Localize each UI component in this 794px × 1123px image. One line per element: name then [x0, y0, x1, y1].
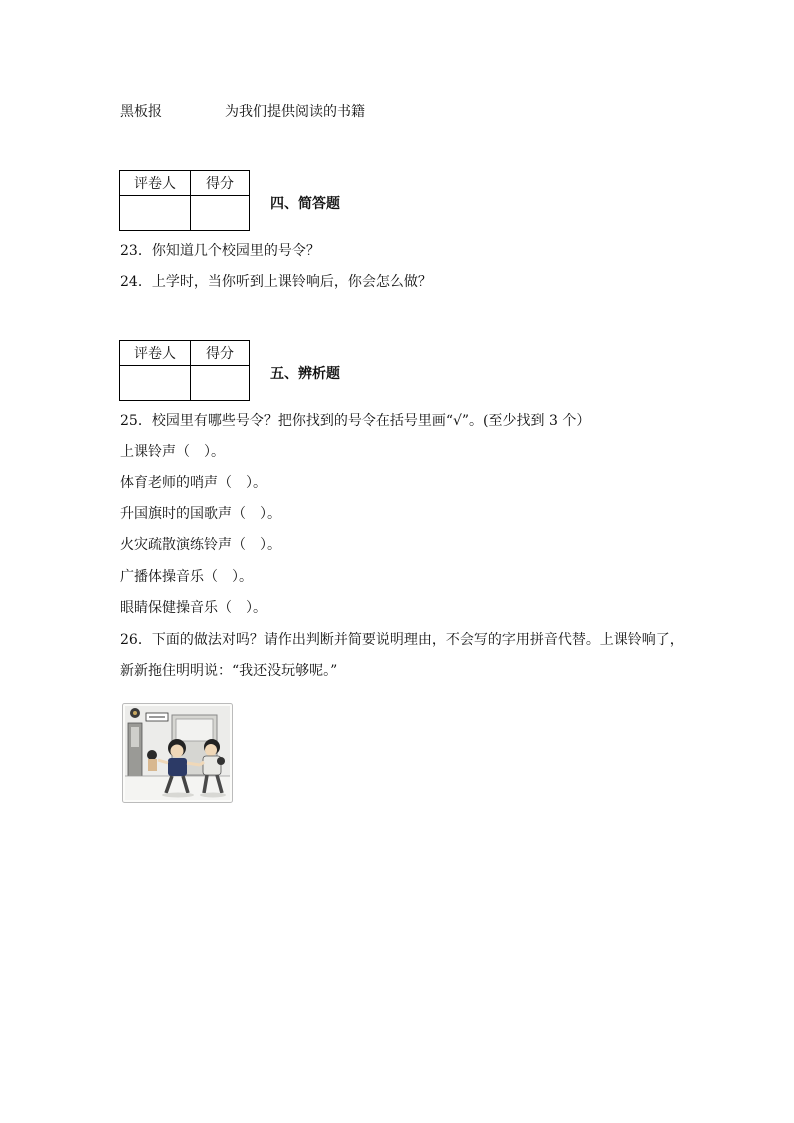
grader-header: 评卷人 [120, 171, 191, 196]
score-cell [191, 366, 250, 401]
classroom-door-illustration [122, 703, 233, 803]
list-item: 火灾疏散演练铃声（ ）。 [120, 537, 281, 553]
section4-title: 四、简答题 [270, 196, 340, 212]
question-26-line2: 新新拖住明明说：“我还没玩够呢。” [120, 663, 338, 679]
question-25: 25．校园里有哪些号令？把你找到的号令在括号里画“√”。(至少找到 3 个） [120, 413, 591, 429]
list-item: 广播体操音乐（ ）。 [120, 569, 253, 585]
question-23: 23．你知道几个校园里的号令？ [120, 243, 320, 259]
grader-cell [120, 366, 191, 401]
list-item: 升国旗时的国歌声（ ）。 [120, 506, 281, 522]
score-header: 得分 [191, 171, 250, 196]
question-26-line1: 26．下面的做法对吗？请作出判断并简要说明理由，不会写的字用拼音代替。上课铃响了， [120, 632, 684, 648]
list-item: 体育老师的哨声（ ）。 [120, 475, 267, 491]
matching-right-item: 为我们提供阅读的书籍 [225, 104, 365, 120]
section5-title: 五、辨析题 [270, 366, 340, 382]
question-24: 24．上学时，当你听到上课铃响后，你会怎么做？ [120, 274, 432, 290]
score-table-section4 [119, 170, 250, 231]
score-table-section5 [119, 340, 250, 401]
list-item: 上课铃声（ ）。 [120, 444, 225, 460]
matching-left-item: 黑板报 [120, 104, 162, 120]
grader-cell [120, 196, 191, 231]
score-cell [191, 196, 250, 231]
list-item: 眼睛保健操音乐（ ）。 [120, 600, 267, 616]
score-header: 得分 [191, 341, 250, 366]
grader-header: 评卷人 [120, 341, 191, 366]
